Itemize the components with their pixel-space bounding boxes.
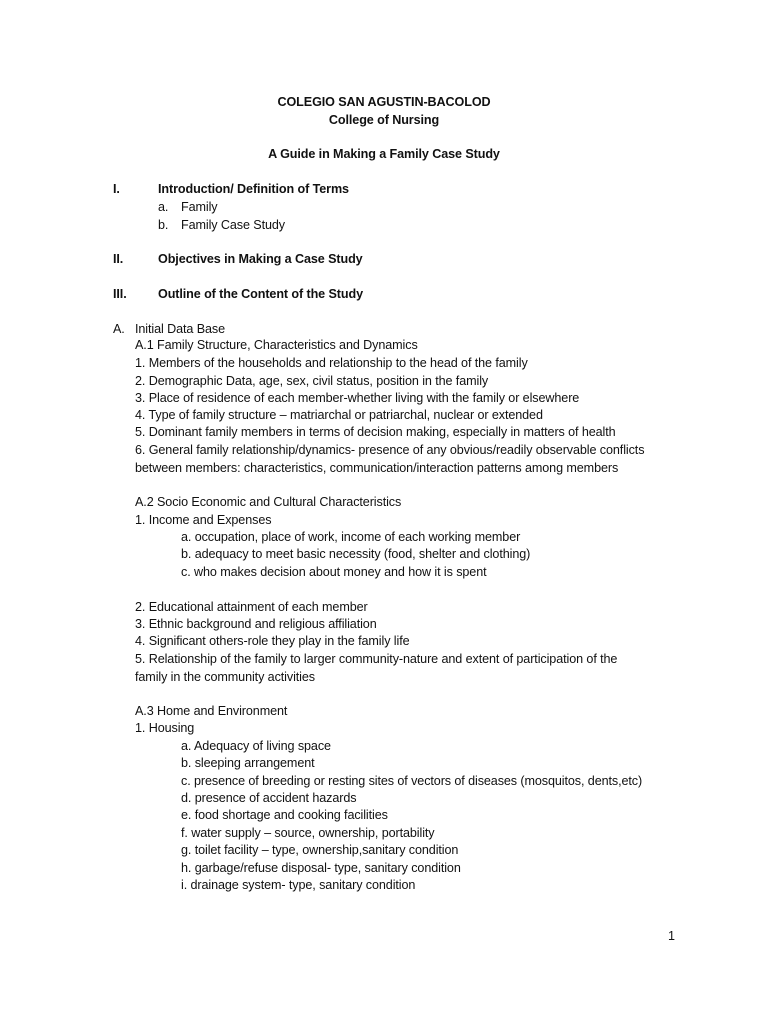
a1-item: 2. Demographic Data, age, sex, civil status, position in the family [135, 374, 489, 388]
part-a-letter: A. [113, 322, 125, 336]
school-name: COLEGIO SAN AGUSTIN-BACOLOD [277, 95, 491, 109]
a3-housing-item: b. sleeping arrangement [181, 756, 315, 770]
a3-housing-item: c. presence of breeding or resting sites of vectors of diseases (mosquitos, dents,etc) [181, 774, 643, 788]
a2-item: 2. Educational attainment of each member [135, 600, 368, 614]
section-1-item-a-marker: a. [158, 200, 169, 214]
a1-item: 5. Dominant family members in terms of decision making, especially in matters of health [135, 425, 616, 439]
a1-item: 4. Type of family structure – matriarchal or patriarchal, nuclear or extended [135, 408, 543, 422]
a2-item: 3. Ethnic background and religious affiliation [135, 617, 377, 631]
section-numeral-3: III. [113, 287, 127, 301]
a3-housing-item: d. presence of accident hazards [181, 791, 357, 805]
a2-item: 5. Relationship of the family to larger community-nature and extent of participation of the [135, 652, 618, 666]
a1-item: 3. Place of residence of each member-whether living with the family or elsewhere [135, 391, 580, 405]
section-numeral-1: I. [113, 182, 120, 196]
a2-income-item: b. adequacy to meet basic necessity (food, shelter and clothing) [181, 547, 531, 561]
a2-income-item: c. who makes decision about money and how it is spent [181, 565, 487, 579]
section-heading-2: Objectives in Making a Case Study [158, 252, 363, 266]
section-numeral-2: II. [113, 252, 124, 266]
a3-housing-item: i. drainage system- type, sanitary condition [181, 878, 416, 892]
a2-item: 4. Significant others-role they play in the family life [135, 634, 410, 648]
a2-income-item: a. occupation, place of work, income of each working member [181, 530, 521, 544]
part-a-heading: Initial Data Base [135, 322, 226, 336]
a3-heading: A.3 Home and Environment [135, 704, 288, 718]
section-heading-1: Introduction/ Definition of Terms [158, 182, 349, 196]
page-number: 1 [668, 929, 676, 943]
a3-housing-item: a. Adequacy of living space [181, 739, 331, 753]
a1-item: 6. General family relationship/dynamics- presence of any obvious/readily observable conflicts [135, 443, 645, 457]
document-title: A Guide in Making a Family Case Study [268, 147, 500, 161]
a2-item-continued: family in the community activities [135, 670, 315, 684]
section-1-item-b-marker: b. [158, 218, 169, 232]
a3-housing-item: e. food shortage and cooking facilities [181, 808, 388, 822]
a1-item-continued: between members: characteristics, communication/interaction patterns among members [135, 461, 619, 475]
a2-heading: A.2 Socio Economic and Cultural Characteristics [135, 495, 402, 509]
a3-housing-item: g. toilet facility – type, ownership,sanitary condition [181, 843, 459, 857]
college-name: College of Nursing [328, 113, 440, 127]
a3-housing-item: h. garbage/refuse disposal- type, sanitary condition [181, 861, 461, 875]
a2-income-heading: 1. Income and Expenses [135, 513, 272, 527]
section-heading-3: Outline of the Content of the Study [158, 287, 363, 301]
a1-item: 1. Members of the households and relationship to the head of the family [135, 356, 528, 370]
section-1-item-b: Family Case Study [181, 218, 285, 232]
a3-housing-heading: 1. Housing [135, 721, 195, 735]
a1-heading: A.1 Family Structure, Characteristics and Dynamics [135, 338, 418, 352]
a3-housing-item: f. water supply – source, ownership, portability [181, 826, 435, 840]
section-1-item-a: Family [181, 200, 218, 214]
